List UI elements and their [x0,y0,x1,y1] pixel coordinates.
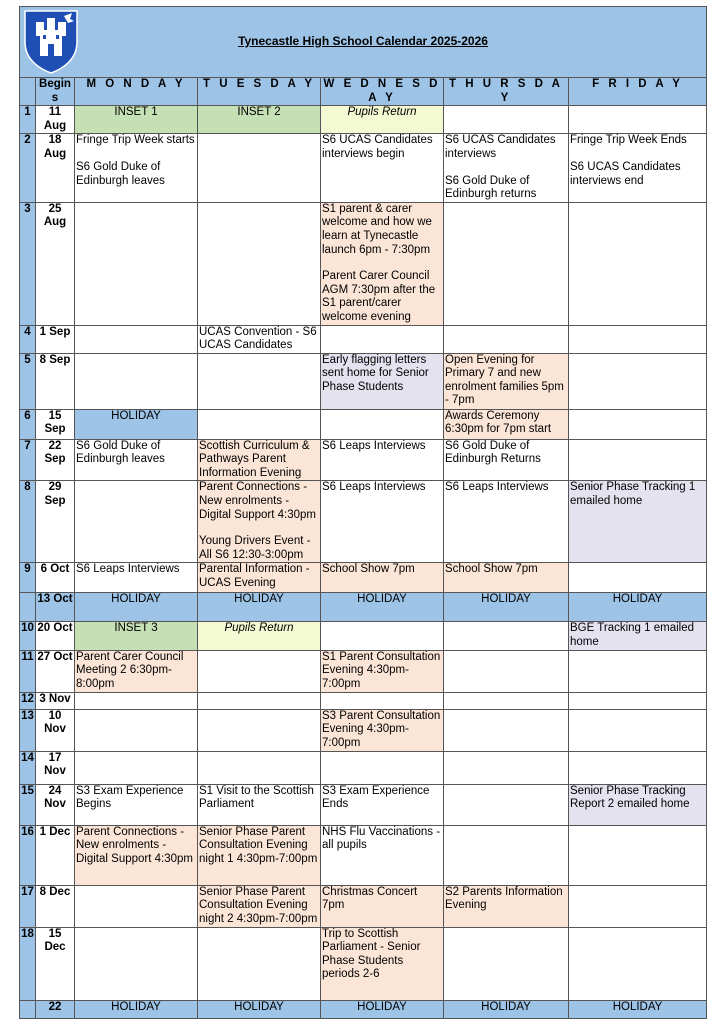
week-row [20,751,707,784]
monday-cell [75,481,198,563]
thursday-cell [444,751,569,784]
week-row [20,134,707,202]
week-begins: 29 Sep [36,481,75,563]
event-text: Parent Connections - New enrolments - Digital Support 4:30pm [76,825,193,865]
event-text: S6 Leaps Interviews [322,481,426,494]
week-begins: 25 Aug [36,202,75,325]
thursday-cell [444,593,569,622]
friday-cell [569,885,707,927]
tuesday-cell [198,563,321,593]
week-begins: 22 [36,1000,75,1018]
week-row [20,409,707,439]
event-text: HOLIDAY [357,1000,407,1013]
week-row [20,439,707,481]
event-text: Awards Ceremony 6:30pm for 7pm start [445,409,552,436]
event-text: S6 Leaps Interviews [322,439,426,452]
event-text: S6 Leaps Interviews [445,481,549,494]
event-text: Fringe Trip Week Ends [570,134,687,147]
monday-cell [75,409,198,439]
thursday-cell [444,885,569,927]
wednesday-cell [321,563,444,593]
week-begins: 3 Nov [36,692,75,709]
monday-cell [75,1000,198,1018]
week-begins: 11 Aug [36,106,75,134]
event-text: S6 Leaps Interviews [76,563,180,576]
wednesday-cell [321,692,444,709]
week-begins: 22 Sep [36,439,75,481]
monday-cell [75,622,198,650]
event-text: S6 UCAS Candidates interviews end [570,160,681,187]
friday-cell [569,650,707,692]
day-header-friday: F R I D A Y [569,78,707,106]
event-text: Senior Phase Tracking Report 2 emailed home [570,784,690,811]
tuesday-cell [198,622,321,650]
day-header-thursday: T H U R S D A Y [444,78,569,106]
event-text: HOLIDAY [481,1000,531,1013]
friday-cell [569,353,707,409]
monday-cell [75,134,198,202]
week-begins: 1 Dec [36,825,75,885]
week-number: 12 [20,692,36,709]
event-text: HOLIDAY [357,593,407,606]
event-text: Parent Carer Council AGM 7:30pm after the S1 parent/carer welcome evening [322,270,436,323]
week-number: 1 [20,106,36,134]
week-begins: 8 Dec [36,885,75,927]
week-number: 10 [20,622,36,650]
wednesday-cell [321,325,444,353]
wednesday-cell [321,751,444,784]
calendar-header [20,7,707,78]
friday-cell [569,325,707,353]
week-row [20,353,707,409]
friday-cell [569,202,707,325]
week-row [20,650,707,692]
event-text: HOLIDAY [612,593,663,606]
event-text: S6 Gold Duke of Edinburgh returns [445,174,537,201]
event-text: S1 parent & carer welcome and how we learn at Tynecastle launch 6pm - 7:30pm [322,202,432,256]
event-text: Christmas Concert 7pm [322,885,418,912]
thursday-cell [444,825,569,885]
week-row [20,593,707,622]
wednesday-cell [321,825,444,885]
week-row [20,325,707,353]
tuesday-cell [198,1000,321,1018]
day-header-row [20,78,707,106]
event-text: Pupils Return [224,622,294,635]
week-row [20,563,707,593]
week-number: 3 [20,202,36,325]
thursday-cell [444,353,569,409]
thursday-cell [444,325,569,353]
week-begins: 18 Aug [36,134,75,202]
wednesday-cell [321,1000,444,1018]
week-row [20,202,707,325]
school-crest-logo [22,8,80,74]
monday-cell [75,353,198,409]
wednesday-cell [321,134,444,202]
week-begins: 20 Oct [36,622,75,650]
thursday-cell [444,106,569,134]
friday-cell [569,709,707,751]
friday-cell [569,692,707,709]
monday-cell [75,709,198,751]
event-text: INSET 3 [114,622,158,635]
week-number [20,593,36,622]
week-row [20,692,707,709]
event-text: S3 Parent Consultation Evening 4:30pm-7:00pm [322,709,441,749]
week-row [20,106,707,134]
wednesday-cell [321,784,444,825]
event-text: HOLIDAY [234,593,284,606]
event-text: HOLIDAY [111,409,161,422]
week-number: 11 [20,650,36,692]
tuesday-cell [198,202,321,325]
thursday-cell [444,650,569,692]
week-row [20,1000,707,1018]
monday-cell [75,692,198,709]
tuesday-cell [198,709,321,751]
tuesday-cell [198,593,321,622]
thursday-cell [444,927,569,1000]
monday-cell [75,751,198,784]
tuesday-cell [198,106,321,134]
event-text: Trip to Scottish Parliament - Senior Phase Students periods 2-6 [322,927,421,981]
friday-cell [569,1000,707,1018]
event-text: HOLIDAY [111,593,161,606]
day-header-monday: M O N D A Y [75,78,198,106]
event-text: S3 Exam Experience Begins [76,784,184,811]
event-text: Parent Carer Council Meeting 2 6:30pm-8:00pm [76,650,184,690]
friday-cell [569,751,707,784]
event-text: Senior Phase Tracking 1 emailed home [570,481,696,508]
event-text: HOLIDAY [481,593,531,606]
wednesday-cell [321,481,444,563]
week-number: 14 [20,751,36,784]
event-text: Early flagging letters sent home for Senior Phase Students [322,353,429,393]
week-begins: 13 Oct [36,593,75,622]
event-text: S6 UCAS Candidates interviews begin [322,134,433,160]
friday-cell [569,134,707,202]
week-row [20,927,707,1000]
thursday-cell [444,1000,569,1018]
event-text: Parent Connections - New enrolments - Digital Support 4:30pm [199,481,316,521]
week-begins: 24 Nov [36,784,75,825]
tuesday-cell [198,927,321,1000]
week-number [20,1000,36,1018]
thursday-cell [444,409,569,439]
thursday-cell [444,709,569,751]
week-row [20,784,707,825]
friday-cell [569,825,707,885]
monday-cell [75,593,198,622]
friday-cell [569,439,707,481]
thursday-cell [444,622,569,650]
monday-cell [75,650,198,692]
wednesday-cell [321,885,444,927]
thursday-cell [444,481,569,563]
week-number: 9 [20,563,36,593]
wednesday-cell [321,593,444,622]
monday-cell [75,825,198,885]
school-calendar [19,6,707,1019]
wednesday-cell [321,622,444,650]
week-begins: 10 Nov [36,709,75,751]
day-header-tuesday: T U E S D A Y [198,78,321,106]
friday-cell [569,409,707,439]
wednesday-cell [321,409,444,439]
event-text: UCAS Convention - S6 UCAS Candidates [199,325,317,352]
wednesday-cell [321,439,444,481]
monday-cell [75,784,198,825]
event-text: Pupils Return [347,106,417,119]
page-title: Tynecastle High School Calendar 2025-2026 [238,33,488,48]
event-text: HOLIDAY [111,1000,161,1013]
week-number: 2 [20,134,36,202]
tuesday-cell [198,481,321,563]
monday-cell [75,325,198,353]
tuesday-cell [198,751,321,784]
event-text: School Show 7pm [322,563,415,576]
friday-cell [569,593,707,622]
wednesday-cell [321,106,444,134]
event-text: Parental Information - UCAS Evening [199,563,310,590]
wednesday-cell [321,353,444,409]
wednesday-cell [321,927,444,1000]
event-text: S3 Exam Experience Ends [322,784,430,811]
begins-header: Begins [36,78,75,106]
tuesday-cell [198,692,321,709]
monday-cell [75,202,198,325]
tuesday-cell [198,650,321,692]
event-text: Young Drivers Event - All S6 12:30-3:00pm [199,535,311,561]
event-text: Senior Phase Parent Consultation Evening night 2 4:30pm-7:00pm [199,885,318,925]
wednesday-cell [321,202,444,325]
week-number: 5 [20,353,36,409]
week-begins: 8 Sep [36,353,75,409]
event-text: S6 UCAS Candidates interviews [445,134,556,160]
thursday-cell [444,563,569,593]
event-text: HOLIDAY [234,1000,284,1013]
week-begins: 27 Oct [36,650,75,692]
week-begins: 15 Dec [36,927,75,1000]
tuesday-cell [198,409,321,439]
week-begins: 1 Sep [36,325,75,353]
event-text: Open Evening for Primary 7 and new enrolment families 5pm - 7pm [445,353,564,407]
monday-cell [75,106,198,134]
num-header [20,78,36,106]
event-text: S1 Visit to the Scottish Parliament [199,784,314,811]
week-row [20,709,707,751]
wednesday-cell [321,650,444,692]
week-number: 16 [20,825,36,885]
week-row [20,622,707,650]
event-text: Scottish Curriculum & Pathways Parent Information Evening [199,439,310,479]
thursday-cell [444,134,569,202]
event-text: Senior Phase Parent Consultation Evening night 1 4:30pm-7:00pm [199,825,318,865]
week-number: 18 [20,927,36,1000]
monday-cell [75,563,198,593]
thursday-cell [444,692,569,709]
event-text: INSET 1 [114,106,158,119]
week-number: 6 [20,409,36,439]
friday-cell [569,481,707,563]
week-number: 7 [20,439,36,481]
event-text: S6 Gold Duke of Edinburgh leaves [76,439,165,466]
event-text: School Show 7pm [445,563,538,576]
friday-cell [569,927,707,1000]
week-number: 8 [20,481,36,563]
monday-cell [75,927,198,1000]
thursday-cell [444,202,569,325]
monday-cell [75,439,198,481]
tuesday-cell [198,134,321,202]
friday-cell [569,622,707,650]
week-number: 17 [20,885,36,927]
week-row [20,481,707,563]
tuesday-cell [198,885,321,927]
week-begins: 6 Oct [36,563,75,593]
event-text: S6 Gold Duke of Edinburgh leaves [76,160,165,187]
week-begins: 17 Nov [36,751,75,784]
event-text: S1 Parent Consultation Evening 4:30pm-7:00pm [322,650,441,690]
event-text: INSET 2 [237,106,281,119]
event-text: S2 Parents Information Evening [445,885,563,912]
week-number: 13 [20,709,36,751]
friday-cell [569,106,707,134]
tuesday-cell [198,825,321,885]
monday-cell [75,885,198,927]
week-number: 4 [20,325,36,353]
day-header-wednesday: W E D N E S D A Y [321,78,444,106]
friday-cell [569,784,707,825]
event-text: HOLIDAY [612,1000,663,1013]
tuesday-cell [198,353,321,409]
event-text: NHS Flu Vaccinations - all pupils [322,825,441,852]
wednesday-cell [321,709,444,751]
week-row [20,825,707,885]
thursday-cell [444,784,569,825]
tuesday-cell [198,439,321,481]
friday-cell [569,563,707,593]
week-begins: 15 Sep [36,409,75,439]
tuesday-cell [198,784,321,825]
tuesday-cell [198,325,321,353]
event-text: Fringe Trip Week starts [76,134,195,147]
week-row [20,885,707,927]
event-text: S6 Gold Duke of Edinburgh Returns [445,439,541,466]
week-number: 15 [20,784,36,825]
event-text: BGE Tracking 1 emailed home [570,622,695,649]
thursday-cell [444,439,569,481]
